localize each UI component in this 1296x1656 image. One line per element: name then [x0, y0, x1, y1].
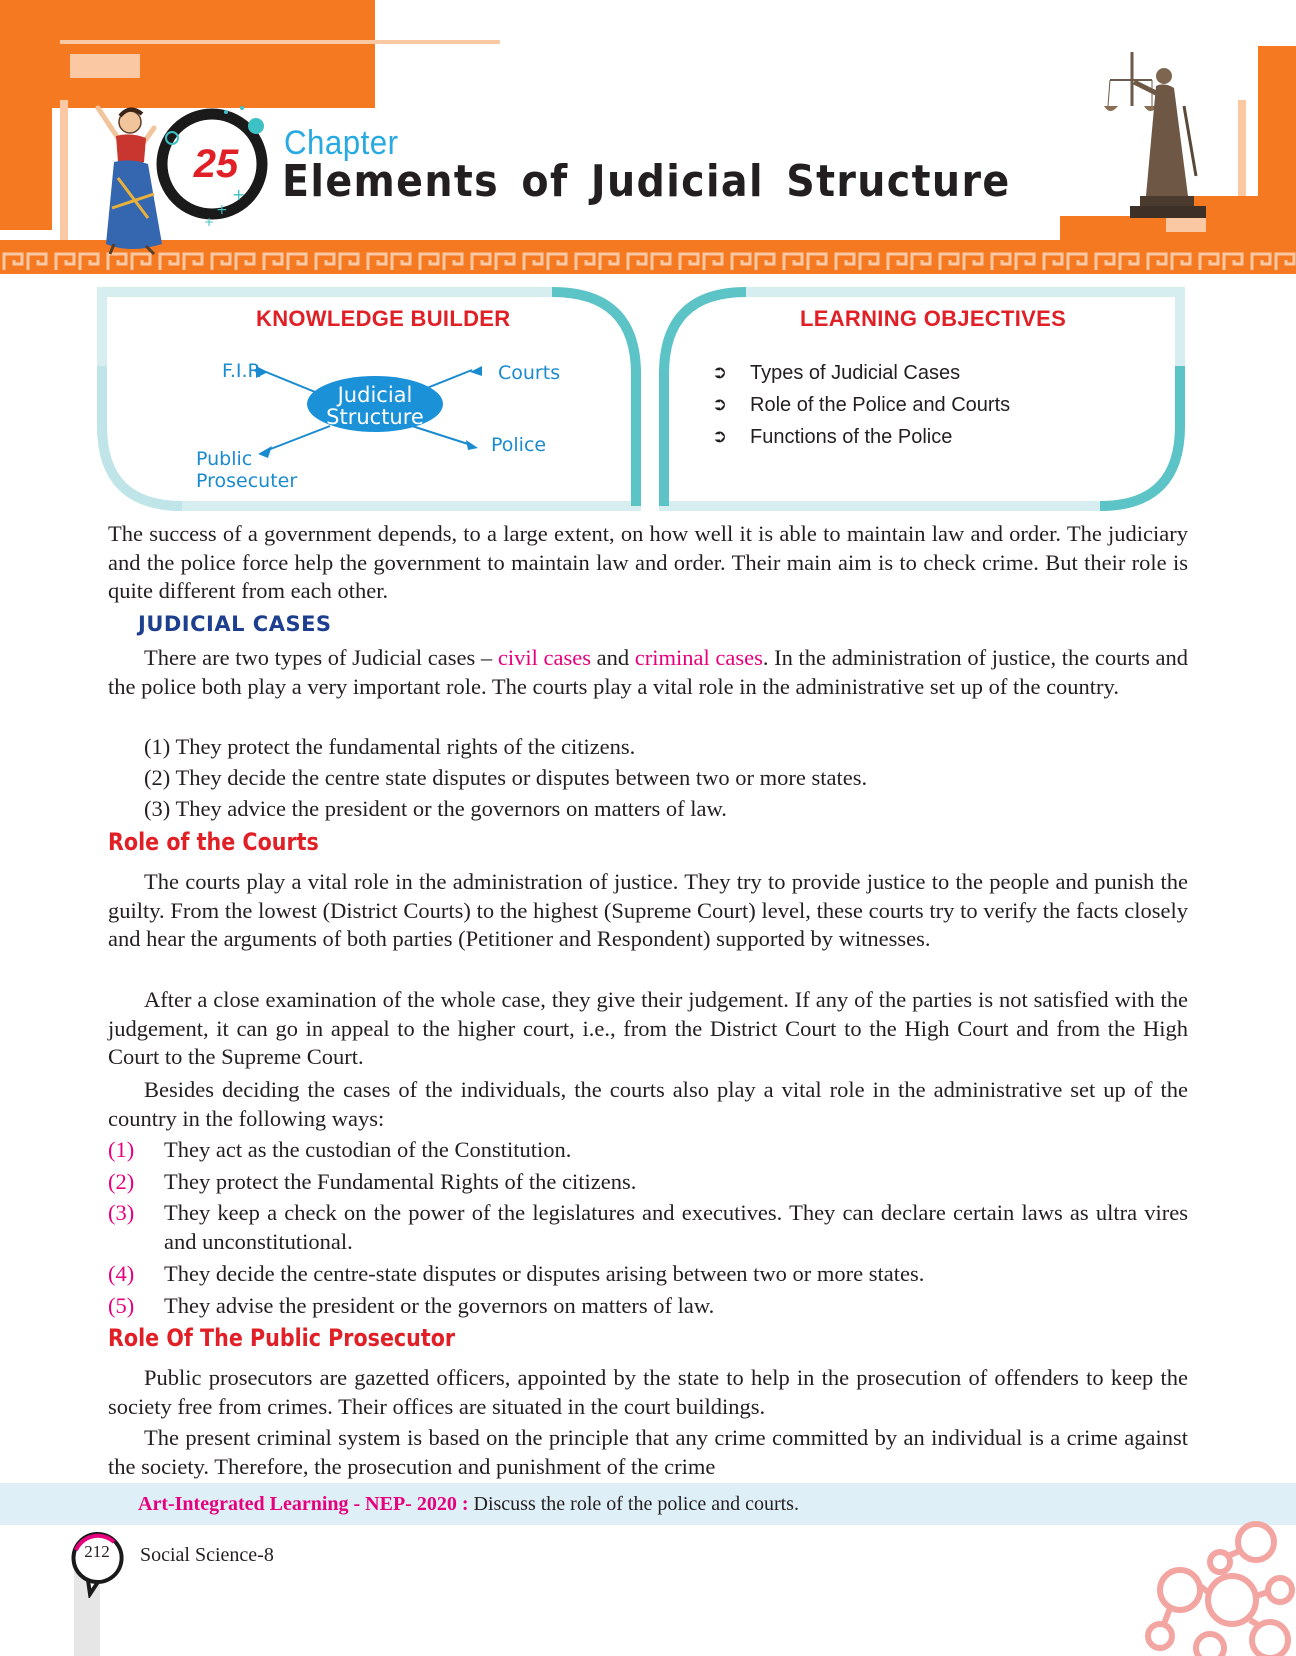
role-courts-paragraph-2: After a close examination of the whole case, they give their judgement. If any of the parties is not satisfied with the judgement, it can go in appeal to the higher court, i.e., from the District Court to the High Court and from the High Court to the Supreme Court.	[108, 987, 1188, 1069]
chapter-title: Elements of Judicial Structure	[282, 156, 1011, 207]
role-courts-paragraph-3: Besides deciding the cases of the individuals, the courts also play a vital role in the administrative set up of the country in the following ways:	[108, 1077, 1188, 1131]
greek-key-border	[0, 246, 1296, 274]
judicial-point-3: (3) They advice the president or the governors on matters of law.	[144, 796, 727, 821]
judicial-cases-heading: JUDICIAL CASES	[138, 612, 332, 636]
objective-item: ➲ Types of Judicial Cases	[712, 362, 961, 384]
public-prosecutor-heading: Role Of The Public Prosecutor	[108, 1324, 456, 1352]
judicial-point-1: (1) They protect the fundamental rights of the citizens.	[144, 734, 636, 759]
chapter-number: 25	[193, 142, 239, 186]
arrow-bullet-icon: ➲	[712, 362, 728, 382]
prosecutor-paragraph-1: Public prosecutors are gazetted officers, appointed by the state to help in the prosecution of offenders to keep the society free from crimes. Their offices are situated in the court buildings.	[108, 1365, 1188, 1419]
judicial-point-2: (2) They decide the centre state disputes or disputes between two or more states.	[144, 765, 868, 790]
arrow-bullet-icon: ➲	[712, 394, 728, 414]
criminal-cases-highlight: criminal cases	[634, 645, 763, 670]
intro-paragraph: The success of a government depends, to a large extent, on how well it is able to maintain law and order. The judiciary and the police force help the government to maintain law and order. Their main aim is to check crime. But their role is quite different from each other.	[108, 521, 1188, 603]
mind-map-center	[307, 376, 443, 432]
knowledge-builder-title: KNOWLEDGE BUILDER	[256, 306, 511, 331]
judicial-cases-paragraph: There are two types of Judicial cases – civil cases and criminal cases. In the administration of justice, the courts and the police both play a very important role. The courts play a vital role in the administrative set up of the country.	[108, 645, 1188, 699]
mind-map-label-public-prosecuter: Public Prosecuter	[196, 448, 298, 492]
objective-item: ➲ Role of the Police and Courts	[712, 394, 1011, 416]
header-orange-block-top	[0, 0, 375, 108]
mind-map-label-police: Police	[491, 434, 547, 456]
arrow-bullet-icon: ➲	[712, 426, 728, 446]
header-peach-strip	[60, 40, 500, 44]
role-courts-paragraph-1: The courts play a vital role in the administration of justice. They try to provide justice to the people and punish the guilty. From the lowest (District Courts) to the highest (Supreme Court) level, these courts try to verify the facts closely and hear the arguments of both parties (Petitioner and Respondent) supported by witnesses.	[108, 869, 1188, 951]
header-peach-inset	[70, 54, 140, 78]
header-orange-block-left	[0, 108, 52, 230]
role-of-courts-heading: Role of the Courts	[108, 828, 319, 856]
objective-item: ➲ Functions of the Police	[712, 426, 953, 448]
mind-map-label-courts: Courts	[498, 362, 561, 384]
svg-text:+: +	[232, 185, 246, 204]
page-number-badge	[68, 1530, 126, 1598]
chapter-label: Chapter	[284, 124, 399, 162]
svg-text:+: +	[216, 202, 228, 218]
mind-map-label-fir: F.I.R	[222, 360, 261, 382]
svg-text:+: +	[204, 215, 215, 228]
header-orange-block-right	[1258, 46, 1296, 236]
civil-cases-highlight: civil cases	[497, 645, 591, 670]
chapter-header	[0, 0, 1296, 275]
prosecutor-paragraph-2: The present criminal system is based on the principle that any crime committed by an individual is a crime against the society. Therefore, the prosecution and punishment of the crime	[108, 1425, 1188, 1479]
molecule-decoration	[1120, 1520, 1296, 1656]
page-number: 212	[84, 1542, 110, 1561]
learning-objectives-title: LEARNING OBJECTIVES	[800, 306, 1067, 331]
mind-map-center-line1: Judicial	[337, 383, 413, 407]
mind-map-center-line2: Structure	[326, 405, 424, 429]
book-title: Social Science-8	[140, 1544, 274, 1566]
header-peach-frame-left	[60, 100, 68, 240]
art-integrated-learning-note: Art-Integrated Learning - NEP- 2020 : Discuss the role of the police and courts.	[138, 1493, 799, 1515]
lady-justice-statue-icon	[1100, 46, 1210, 226]
learning-objectives-list	[712, 362, 1010, 458]
